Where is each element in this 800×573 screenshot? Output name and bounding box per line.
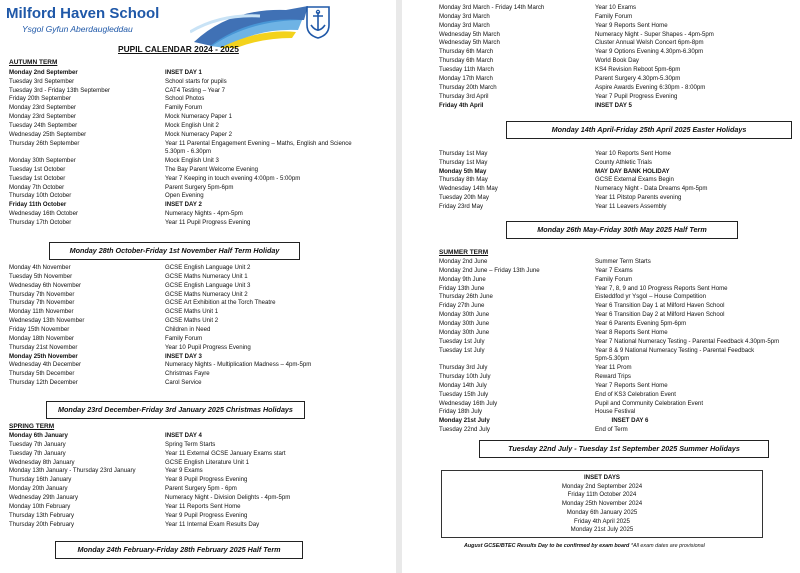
event-description: Mock Numeracy Paper 2 [165, 130, 233, 138]
event-description: Mock Numeracy Paper 1 [165, 113, 233, 121]
event-date: Thursday 3rd April [439, 92, 489, 100]
event-date: Monday 13th January - Thursday 23rd January [9, 467, 136, 475]
event-description: Year 10 Exams [595, 4, 637, 11]
event-description: Year 11 Reports Sent Home [165, 502, 241, 510]
event-description: Family Forum [165, 334, 203, 342]
event-description: CAT4 Testing – Year 7 [165, 86, 226, 94]
event-description: Year 8 Pupil Progress Evening [165, 476, 248, 484]
event-date: Friday 20th September [9, 95, 71, 103]
event-date: Monday 7th October [9, 183, 65, 191]
event-description: Summer Term Starts [595, 258, 651, 265]
event-description: Year 11 Pupil Progress Evening [165, 218, 251, 226]
event-date: Monday 3rd March [439, 21, 490, 29]
event-date: Thursday 1st May [439, 150, 488, 157]
event-date: Thursday 6th March [439, 57, 494, 65]
event-date: Wednesday 14th May [439, 185, 498, 193]
event-description: Year 11 Pitstop Parents evening [595, 194, 682, 201]
school-crest-icon [305, 5, 331, 39]
event-date: Monday 21st July [439, 417, 490, 425]
event-date: Monday 23rd September [9, 113, 77, 121]
event-date: Tuesday 5th November [9, 272, 73, 280]
event-date: Tuesday 11th March [439, 66, 494, 74]
event-description: Aspire Awards Evening 6:30pm - 8:00pm [595, 83, 706, 91]
event-description: Parent Surgery 4.30pm-5.30pm [595, 74, 681, 82]
event-date: Monday 3rd March [439, 12, 490, 20]
autumn-term-heading: AUTUMN TERM [9, 59, 58, 66]
event-date: Thursday 7th November [9, 290, 75, 298]
event-date: Thursday 26th June [439, 293, 493, 301]
event-description: Year 6 Parents Evening 5pm-6pm [595, 319, 687, 327]
event-date: Tuesday 1st July [439, 346, 485, 354]
event-date: Thursday 5th December [9, 370, 75, 378]
event-description: INSET DAY 3 [165, 352, 202, 360]
event-date: Friday 13th June [439, 284, 485, 292]
event-description: Numeracy Nights - 4pm-5pm [165, 210, 243, 218]
holiday-half-term-may: Monday 26th May-Friday 30th May 2025 Half Term [506, 221, 738, 239]
event-description: Parent Surgery 5pm-6pm [165, 183, 234, 191]
event-date: Monday 17th March [439, 74, 493, 82]
event-date: Thursday 1st May [439, 158, 488, 166]
event-date: Monday 30th June [439, 328, 490, 336]
event-date: Thursday 20th March [439, 83, 497, 91]
holiday-christmas: Monday 23rd December-Friday 3rd January 2025 Christmas Holidays [46, 401, 305, 419]
event-date: Tuesday 22nd July [439, 426, 490, 434]
event-date: Wednesday 4th December [9, 361, 82, 369]
event-date: Friday 11th October [9, 201, 67, 209]
event-date: Wednesday 16th July [439, 399, 498, 407]
event-description: School Photos [165, 95, 205, 103]
summer-term-heading: SUMMER TERM [439, 249, 489, 256]
event-date: Monday 10th February [9, 502, 71, 510]
event-date: Tuesday 1st October [9, 166, 66, 174]
event-description: Family Forum [595, 275, 633, 283]
event-description: Year 11 Parental Engagement Evening – Maths, English and Science [165, 139, 352, 147]
event-description: Parent Surgery 5pm - 6pm [165, 485, 237, 493]
event-description: Reward Trips [595, 373, 631, 381]
event-description: GCSE Maths Numeracy Unit 1 [165, 272, 248, 280]
event-description: Year 7 Reports Sent Home [595, 381, 668, 389]
event-description: Year 7 Exams [595, 266, 633, 274]
event-date: Tuesday 3rd - Friday 13th September [9, 86, 111, 94]
event-description: GCSE Maths Unit 2 [165, 317, 219, 325]
event-date: Monday 30th June [439, 319, 490, 327]
event-date: Thursday 3rd July [439, 364, 488, 372]
event-date: Tuesday 7th January [9, 449, 66, 457]
event-date: Monday 5th May [439, 167, 487, 175]
event-description: Eisteddfod yr Ysgol – House Competition [595, 293, 706, 301]
left-page [0, 0, 396, 573]
event-description: Year 6 Transition Day 1 at Milford Haven School [595, 302, 725, 310]
provisional-note: *All exam dates are provisional [630, 543, 705, 549]
event-date: Monday 18th November [9, 334, 75, 342]
event-description: KS4 Revision Reboot 5pm-6pm [595, 66, 681, 74]
event-description: Year 9 Pupil Progress Evening [165, 511, 248, 519]
event-date: Monday 14th July [439, 381, 487, 389]
event-date: Monday 4th November [9, 264, 71, 271]
event-date: Monday 11th November [9, 308, 74, 316]
event-date: Wednesday 13th November [9, 317, 85, 325]
event-description: GCSE English Literature Unit 1 [165, 458, 249, 466]
event-date: Friday 4th April [439, 101, 484, 109]
event-date: Tuesday 1st October [9, 174, 66, 182]
event-description: GCSE Maths Numeracy Unit 2 [165, 290, 248, 298]
event-description: INSET DAY 5 [595, 101, 632, 109]
event-description: GCSE English Language Unit 2 [165, 264, 251, 271]
event-description: 5.30pm - 6.30pm [165, 148, 212, 156]
event-description: Year 10 Reports Sent Home [595, 150, 671, 157]
event-date: Tuesday 1st July [439, 337, 485, 345]
event-description: INSET DAY 2 [165, 201, 202, 209]
event-date: Monday 30th September [9, 157, 76, 165]
inset-days-title: INSET DAYS [583, 474, 620, 481]
event-date: Wednesday 5th March [439, 39, 500, 47]
event-date: Thursday 21st November [9, 343, 78, 351]
event-description: Children in Need [165, 325, 211, 333]
event-date: Thursday 13th February [9, 511, 75, 519]
event-date: Friday 18th July [439, 408, 483, 416]
right-page [402, 0, 800, 573]
event-description: World Book Day [595, 57, 639, 65]
event-date: Tuesday 20th May [439, 194, 489, 201]
event-description: Year 11 Internal Exam Results Day [165, 520, 260, 528]
inset-day-item: Monday 25th November 2024 [561, 500, 643, 508]
event-description: Year 9 Exams [165, 467, 203, 475]
event-description: Family Forum [595, 12, 633, 20]
event-description: INSET DAY 6 [611, 417, 649, 425]
event-description: INSET DAY 4 [165, 432, 202, 439]
page-title: PUPIL CALENDAR 2024 - 2025 [118, 44, 239, 54]
event-description: Year 7 Keeping in touch evening 4:00pm - 5:00pm [165, 174, 301, 182]
spring-term-heading: SPRING TERM [9, 423, 55, 430]
event-description: Numeracy Night - Super Shapes - 4pm-5pm [595, 30, 714, 38]
event-date: Thursday 26th September [9, 139, 80, 147]
event-description: INSET DAY 1 [165, 69, 202, 76]
event-date: Monday 20th January [9, 485, 68, 493]
event-date: Monday 2nd September [9, 69, 78, 76]
event-date: Monday 23rd September [9, 104, 77, 112]
school-name-welsh: Ysgol Gyfun Aberdaugleddau [22, 24, 133, 34]
event-description: End of KS3 Celebration Event [595, 390, 676, 398]
event-date: Thursday 16th January [9, 476, 72, 484]
inset-day-item: Friday 4th April 2025 [574, 517, 630, 525]
event-date: Monday 30th June [439, 311, 490, 319]
event-date: Friday 23rd May [439, 202, 484, 210]
event-date: Thursday 10th July [439, 373, 491, 381]
event-description: Christmas Fayre [165, 370, 210, 378]
event-description: Spring Term Starts [165, 440, 216, 448]
event-date: Monday 25th November [9, 352, 78, 360]
event-description: Cluster Annual Welsh Concert 6pm-8pm [595, 39, 704, 47]
event-description: Numeracy Night - Division Delights - 4pm-5pm [165, 493, 291, 501]
inset-day-item: Monday 2nd September 2024 [561, 482, 643, 490]
event-date: Friday 27th June [439, 302, 485, 310]
event-description: Year 7 Pupil Progress Evening [595, 92, 678, 100]
event-description: Carol Service [165, 379, 202, 387]
event-date: Tuesday 3rd September [9, 77, 75, 85]
event-description: Open Evening [165, 192, 204, 200]
event-date: Thursday 20th February [9, 520, 75, 528]
school-name: Milford Haven School [6, 5, 160, 22]
event-date: Tuesday 7th January [9, 440, 66, 448]
event-description: House Festival [595, 408, 636, 416]
event-description: GCSE External Exams Begin [595, 176, 674, 184]
event-description: End of Term [595, 426, 628, 434]
event-description: County Athletic Trials [595, 158, 652, 166]
holiday-half-term-october: Monday 28th October-Friday 1st November Half Term Holiday [49, 242, 300, 260]
event-description: 5pm-5.30pm [595, 355, 630, 363]
event-date: Tuesday 24th September [9, 121, 78, 129]
event-description: The Bay Parent Welcome Evening [165, 166, 259, 174]
event-description: GCSE Art Exhibition at the Torch Theatre [165, 299, 276, 307]
event-date: Thursday 8th May [439, 176, 488, 184]
event-description: Year 9 Options Evening 4.30pm-6.30pm [595, 48, 704, 56]
inset-days-box [441, 470, 763, 538]
event-description: Year 8 & 9 National Numeracy Testing - Parental Feedback [595, 346, 755, 354]
inset-day-item: Monday 6th January 2025 [566, 508, 638, 516]
event-date: Thursday 10th October [9, 192, 72, 200]
event-date: Thursday 6th March [439, 48, 494, 56]
event-description: MAY DAY BANK HOLIDAY [595, 167, 670, 175]
event-description: Year 11 External GCSE January Exams start [165, 449, 286, 457]
event-description: Mock English Unit 3 [165, 157, 219, 165]
event-date: Tuesday 15th July [439, 390, 489, 398]
event-description: Year 11 Leavers Assembly [595, 202, 667, 210]
event-description: Pupil and Community Celebration Event [595, 399, 704, 407]
event-date: Monday 9th June [439, 275, 486, 283]
event-date: Monday 2nd June – Friday 13th June [439, 266, 540, 274]
event-date: Wednesday 16th October [9, 210, 78, 218]
holiday-easter: Monday 14th April-Friday 25th April 2025 Easter Holidays [506, 121, 792, 139]
event-description: School starts for pupils [165, 77, 227, 85]
event-description: Year 10 Pupil Progress Evening [165, 343, 251, 351]
event-date: Wednesday 29th January [9, 493, 78, 501]
event-date: Wednesday 5th March [439, 30, 500, 38]
event-date: Monday 6th January [9, 432, 68, 439]
event-date: Thursday 12th December [9, 379, 78, 387]
event-date: Wednesday 6th November [9, 281, 82, 289]
event-description: Numeracy Night - Data Dreams 4pm-5pm [595, 185, 708, 193]
event-description: Year 11 Prom [595, 364, 632, 372]
event-date: Wednesday 25th September [9, 130, 87, 138]
results-day-text: August GCSE/BTEC Results Day to be confirmed by exam board [464, 543, 630, 549]
holiday-half-term-february: Monday 24th February-Friday 28th February 2025 Half Term [55, 541, 303, 559]
event-date: Monday 3rd March - Friday 14th March [439, 4, 545, 11]
event-description: Family Forum [165, 104, 203, 112]
event-date: Wednesday 8th January [9, 458, 75, 466]
event-description: Mock English Unit 2 [165, 121, 219, 129]
event-date: Friday 15th November [9, 325, 70, 333]
event-date: Thursday 7th November [9, 299, 75, 307]
event-description: GCSE English Language Unit 3 [165, 281, 251, 289]
results-day-note [464, 543, 705, 549]
event-date: Monday 2nd June [439, 258, 488, 265]
event-description: Year 8 Reports Sent Home [595, 328, 668, 336]
event-date: Thursday 17th October [9, 218, 72, 226]
event-description: Year 7, 8, 9 and 10 Progress Reports Sent Home [595, 284, 728, 292]
event-description: Year 7 National Numeracy Testing - Parental Feedback 4.30pm-5pm [595, 337, 780, 345]
event-description: Numeracy Nights - Multiplication Madness – 4pm-5pm [165, 361, 312, 369]
event-description: Year 6 Transition Day 2 at Milford Haven School [595, 311, 725, 319]
inset-day-item: Friday 11th October 2024 [567, 491, 637, 499]
event-description: Year 9 Reports Sent Home [595, 21, 668, 29]
holiday-summer: Tuesday 22nd July - Tuesday 1st September 2025 Summer Holidays [479, 440, 769, 458]
event-description: GCSE Maths Unit 1 [165, 308, 219, 316]
inset-day-item: Monday 21st July 2025 [570, 526, 634, 534]
